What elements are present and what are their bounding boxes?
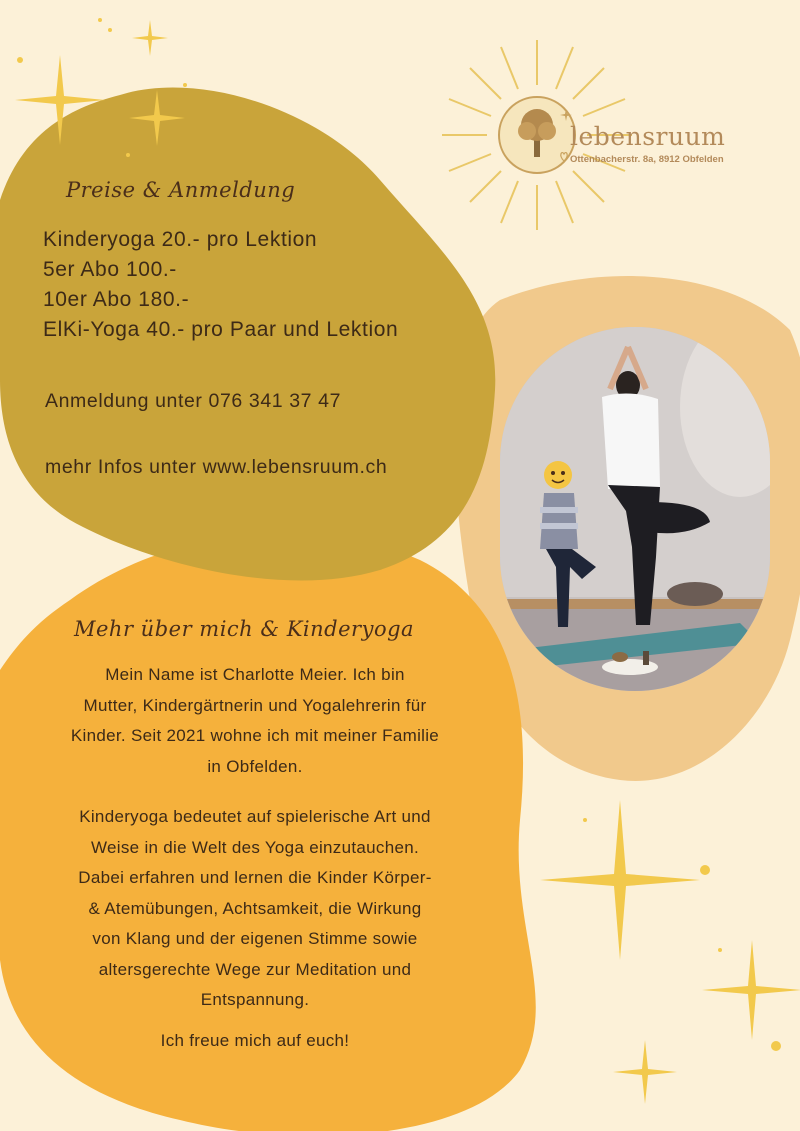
price-line: 10er Abo 180.-: [43, 288, 190, 311]
yoga-photo-illustration: [500, 327, 770, 691]
about-kinderyoga: [40, 802, 470, 1016]
about-kinderyoga-line: Entspannung.: [200, 990, 310, 1009]
yoga-photo: [500, 327, 770, 691]
logo-tree-icon: [499, 97, 575, 173]
about-intro-line: Kinder. Seit 2021 wohne ich mit meiner Familie: [70, 726, 440, 745]
about-intro: [40, 660, 470, 782]
prices-heading: Preise & Anmeldung: [66, 178, 296, 202]
brand-address: Ottenbacherstr. 8a, 8912 Obfelden: [570, 154, 724, 165]
about-heading: Mehr über mich & Kinderyoga: [74, 617, 415, 641]
registration-text: Anmeldung unter 076 341 37 47: [45, 390, 342, 412]
closing-text: Ich freue mich auf euch!: [160, 1031, 350, 1050]
about-intro-line: Mein Name ist Charlotte Meier. Ich bin: [105, 665, 405, 684]
price-line: ElKi-Yoga 40.- pro Paar und Lektion: [43, 318, 399, 341]
about-kinderyoga-line: Dabei erfahren und lernen die Kinder Körper-: [78, 868, 432, 887]
star-icon: [702, 940, 800, 1040]
about-kinderyoga-line: von Klang und der eigenen Stimme sowie: [92, 929, 418, 948]
about-kinderyoga-line: & Atemübungen, Achtsamkeit, die Wirkung: [88, 898, 422, 918]
price-line: 5er Abo 100.-: [43, 258, 177, 281]
more-info-text: mehr Infos unter www.lebensruum.ch: [45, 456, 388, 478]
about-intro-line: in Obfelden.: [207, 756, 303, 776]
price-list: [43, 225, 398, 345]
star-icon: [613, 1040, 677, 1104]
about-kinderyoga-line: Weise in die Welt des Yoga einzutauchen.: [91, 837, 419, 857]
star-icon: [132, 20, 168, 56]
price-line: Kinderyoga 20.- pro Lektion: [43, 228, 318, 251]
about-kinderyoga-line: altersgerechte Wege zur Meditation und: [98, 959, 412, 979]
brand-name: lebensruum: [570, 122, 726, 151]
star-icon: [540, 800, 700, 960]
about-intro-line: Mutter, Kindergärtnerin und Yogalehrerin für: [83, 695, 427, 715]
about-kinderyoga-line: Kinderyoga bedeutet auf spielerische Art und: [79, 807, 431, 826]
